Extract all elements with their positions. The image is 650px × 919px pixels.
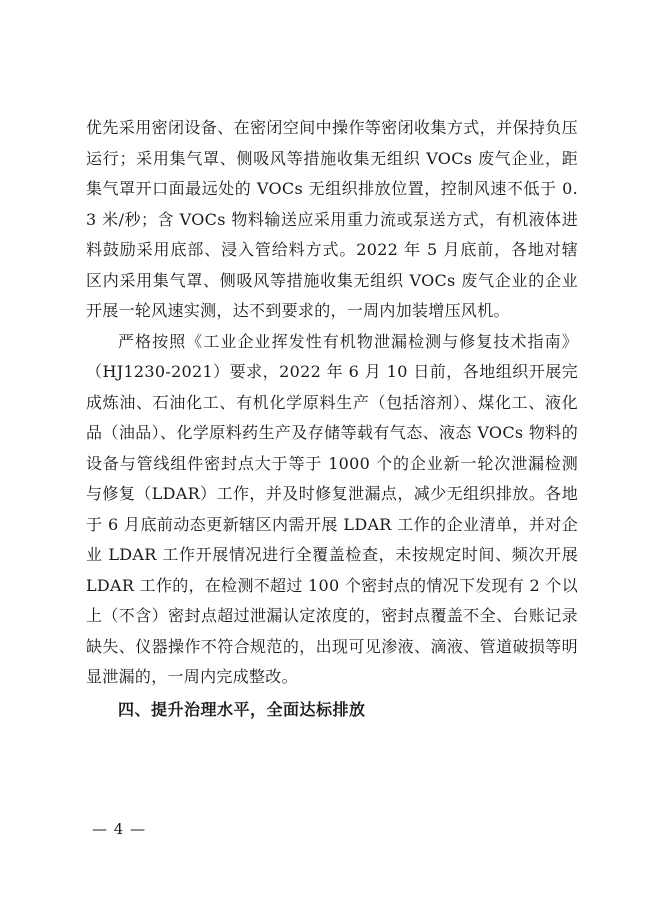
body-paragraph-2: 严格按照《工业企业挥发性有机物泄漏检测与修复技术指南》（HJ1230-2021）要求，2022 年 6 月 10 日前，各地组织开展完成炼油、石油化工、有机化学原料生产（包括溶剂）、煤化工、液化品（油品）、化学原料药生产及存储等载有气态、液态 VOCs 物料的设备与管线组件密封点大于等于 1000 个的企业新一轮次泄漏检测与修复（LDAR）工作，并及时修复泄漏点，减少无组织排放。各地于 6 月底前动态更新辖区内需开展 LDAR 工作的企业清单，并对企业 LDAR 工作开展情况进行全覆盖检查，未按规定时间、频次开展 LDAR 工作的，在检测不超过 100 个密封点的情况下发现有 2 个以上（不含）密封点超过泄漏认定浓度的，密封点覆盖不全、台账记录缺失、仪器操作不符合规范的，出现可见渗液、滴液、管道破损等明显泄漏的，一周内完成整改。 — [86, 331, 579, 686]
document-body — [86, 113, 578, 725]
section-heading: 四、提升治理水平，全面达标排放 — [118, 699, 366, 719]
body-paragraph-1: 优先采用密闭设备、在密闭空间中操作等密闭收集方式，并保持负压运行；采用集气罩、侧吸风等措施收集无组织 VOCs 废气企业，距集气罩开口面最远处的 VOCs 无组织排放位置，控制风速不低于 0.3 米/秒；含 VOCs 物料输送应采用重力流或泵送方式，有机液体进料鼓励采用底部、浸入管给料方式。2022 年 5 月底前，各地对辖区内采用集气罩、侧吸风等措施收集无组织 VOCs 废气企业的企业开展一轮风速实测，达不到要求的，一周内加装增压风机。 — [86, 118, 578, 320]
page-number: — 4 — — [92, 820, 147, 838]
